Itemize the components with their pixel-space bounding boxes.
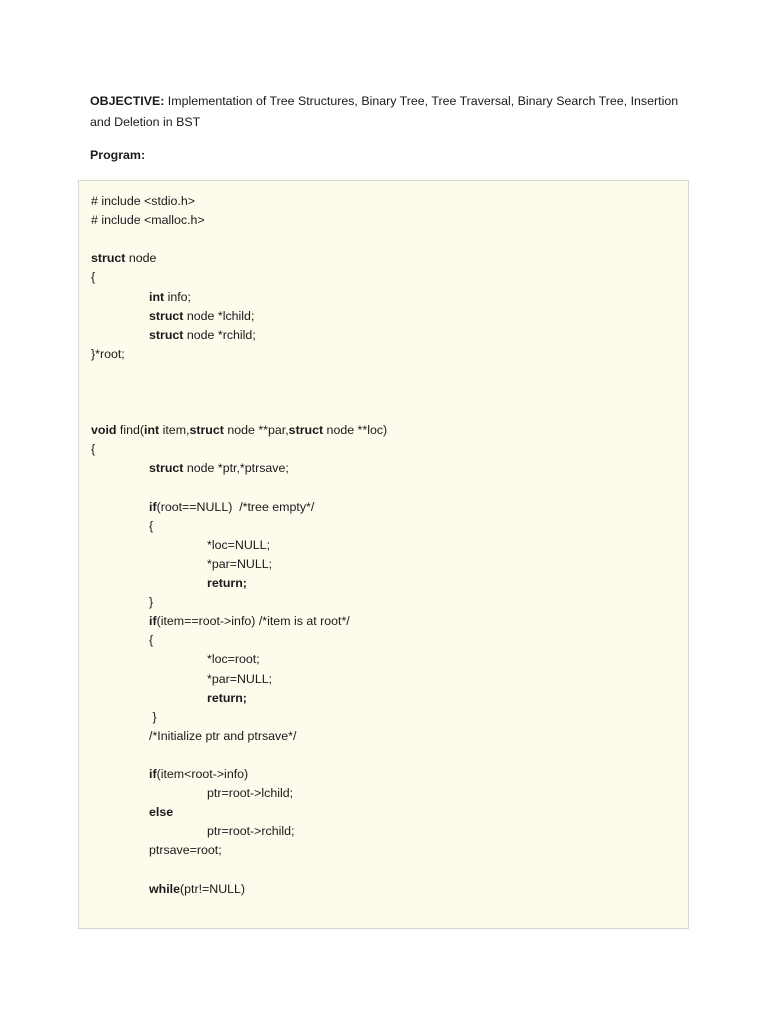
code-text: *par=NULL; [207, 671, 273, 686]
code-line [91, 421, 387, 440]
program-heading: Program: [90, 148, 146, 162]
code-line [207, 574, 247, 593]
code-text: node *rchild; [183, 327, 256, 342]
code-text: { [91, 442, 96, 457]
code-line [149, 727, 296, 746]
code-keyword: return; [207, 576, 247, 590]
code-line [207, 784, 293, 803]
code-text: # include <stdio.h> [91, 194, 196, 208]
code-line [149, 288, 191, 307]
objective-text: Implementation of Tree Structures, Binary Tree, Tree Traversal, Binary Search Tree, Insertion and Deletion in BST [90, 94, 679, 129]
code-keyword: struct [91, 251, 126, 266]
code-text: # include <malloc.h> [91, 213, 205, 228]
code-keyword: return; [207, 690, 247, 705]
code-text: item, [159, 423, 190, 438]
code-keyword: int [149, 289, 165, 304]
code-line [149, 307, 254, 326]
code-line [149, 880, 245, 899]
code-text: ptr=root->rchild; [207, 824, 295, 839]
code-text: (item<root->info) [156, 767, 249, 781]
code-text: *loc=NULL; [207, 537, 271, 552]
code-text: ptrsave=root; [149, 843, 222, 858]
code-text: { [149, 633, 154, 648]
code-line [91, 268, 95, 287]
code-line [149, 459, 289, 478]
code-line [207, 689, 247, 708]
objective-paragraph [90, 91, 690, 133]
code-text: node *ptr,*ptrsave; [183, 461, 289, 476]
code-text: *par=NULL; [207, 556, 273, 571]
code-line [149, 326, 256, 345]
code-line [207, 822, 294, 841]
code-text: info; [164, 289, 192, 304]
code-line [207, 650, 260, 669]
code-text: } [149, 595, 154, 610]
code-line [91, 345, 125, 364]
code-text: node **par, [223, 423, 289, 438]
code-text: (item==root->info) /*item is at root*/ [156, 614, 350, 629]
code-line [91, 192, 195, 211]
code-text: node **loc) [323, 423, 388, 438]
code-keyword: while [149, 881, 180, 896]
code-keyword: struct [149, 308, 184, 323]
code-line [149, 498, 314, 517]
code-text: }*root; [91, 346, 125, 361]
code-line [149, 593, 153, 612]
code-text: find( [116, 423, 145, 438]
code-text: /*Initialize ptr and ptrsave*/ [149, 728, 297, 743]
code-line [207, 670, 272, 689]
code-text: *loc=root; [207, 652, 260, 667]
code-text: ptr=root->lchild; [207, 786, 294, 801]
code-keyword: if [149, 614, 157, 629]
code-text: node [125, 251, 157, 266]
code-line [149, 765, 248, 784]
code-line [149, 803, 173, 822]
code-line [149, 708, 157, 727]
code-keyword: struct [189, 423, 224, 438]
code-line [207, 555, 272, 574]
code-text: (ptr!=NULL) [179, 881, 246, 896]
code-line [149, 841, 222, 860]
code-block [78, 180, 689, 929]
code-keyword: void [91, 423, 117, 438]
code-keyword: if [149, 767, 157, 781]
code-line [149, 612, 350, 631]
code-line [149, 631, 153, 650]
code-text: { [149, 518, 154, 533]
code-line [207, 536, 270, 555]
code-line [91, 211, 205, 230]
code-line [91, 249, 156, 268]
code-keyword: struct [149, 461, 184, 476]
code-keyword: else [149, 805, 174, 820]
code-line [91, 440, 95, 459]
code-line [149, 517, 153, 536]
code-keyword: struct [288, 423, 324, 438]
code-text: } [149, 709, 157, 724]
code-keyword: int [144, 423, 160, 438]
objective-label: OBJECTIVE: [90, 94, 165, 108]
code-keyword: struct [149, 327, 184, 342]
code-keyword: if [149, 499, 157, 514]
code-text: (root==NULL) /*tree empty*/ [156, 499, 315, 514]
code-text: node *lchild; [183, 308, 255, 323]
code-text: { [91, 270, 96, 285]
